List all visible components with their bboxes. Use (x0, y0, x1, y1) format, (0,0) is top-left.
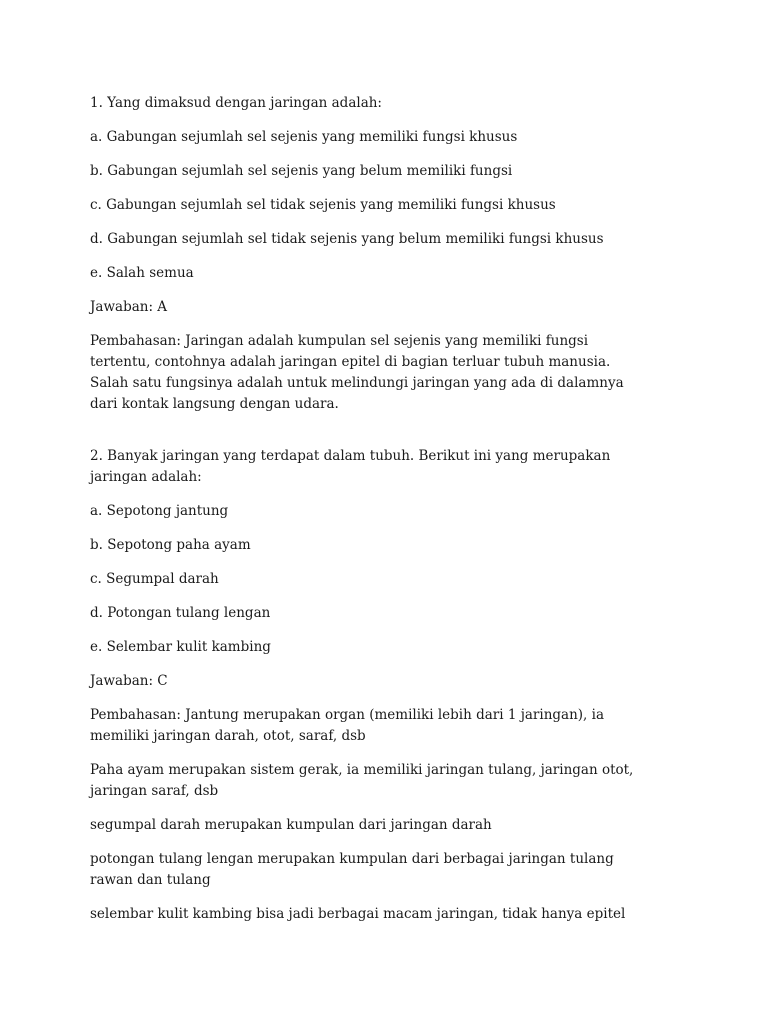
q1-option-a: a. Gabungan sejumlah sel sejenis yang memiliki fungsi khusus (90, 129, 518, 145)
q2-option-b: b. Sepotong paha ayam (90, 537, 251, 553)
question-1: 1. Yang dimaksud dengan jaringan adalah: (90, 95, 382, 111)
q2-option-e: e. Selembar kulit kambing (90, 639, 271, 655)
q1-option-e: e. Salah semua (90, 265, 194, 281)
q2-explanation-kulit: selembar kulit kambing bisa jadi berbagai macam jaringan, tidak hanya epitel (90, 906, 626, 922)
q2-answer: Jawaban: C (90, 673, 168, 689)
q2-option-c: c. Segumpal darah (90, 571, 219, 587)
q1-option-c: c. Gabungan sejumlah sel tidak sejenis yang memiliki fungsi khusus (90, 197, 556, 213)
q1-option-b: b. Gabungan sejumlah sel sejenis yang belum memiliki fungsi (90, 163, 513, 179)
q1-answer: Jawaban: A (90, 299, 168, 315)
section-gap (90, 428, 650, 446)
q1-explanation: Pembahasan: Jaringan adalah kumpulan sel sejenis yang memiliki fungsi tertentu, contohnya adalah jaringan epitel di bagian terluar tubuh manusia. Salah satu fungsinya adalah untuk melindungi jaringan yang ada di dalamnya dari kontak langsung dengan udara. (90, 333, 624, 412)
document-page (90, 93, 650, 938)
q2-option-d: d. Potongan tulang lengan (90, 605, 271, 621)
q2-option-a: a. Sepotong jantung (90, 503, 229, 519)
q2-explanation-jantung: Pembahasan: Jantung merupakan organ (memiliki lebih dari 1 jaringan), ia memiliki jaringan darah, otot, saraf, dsb (90, 707, 605, 744)
q1-option-d: d. Gabungan sejumlah sel tidak sejenis yang belum memiliki fungsi khusus (90, 231, 604, 247)
q2-explanation-tulang: potongan tulang lengan merupakan kumpulan dari berbagai jaringan tulang rawan dan tulang (90, 851, 614, 888)
q2-explanation-paha-ayam: Paha ayam merupakan sistem gerak, ia memiliki jaringan tulang, jaringan otot, jaringan saraf, dsb (90, 762, 634, 799)
q2-explanation-darah: segumpal darah merupakan kumpulan dari jaringan darah (90, 817, 492, 833)
question-2: 2. Banyak jaringan yang terdapat dalam tubuh. Berikut ini yang merupakan jaringan adalah: (90, 448, 611, 485)
